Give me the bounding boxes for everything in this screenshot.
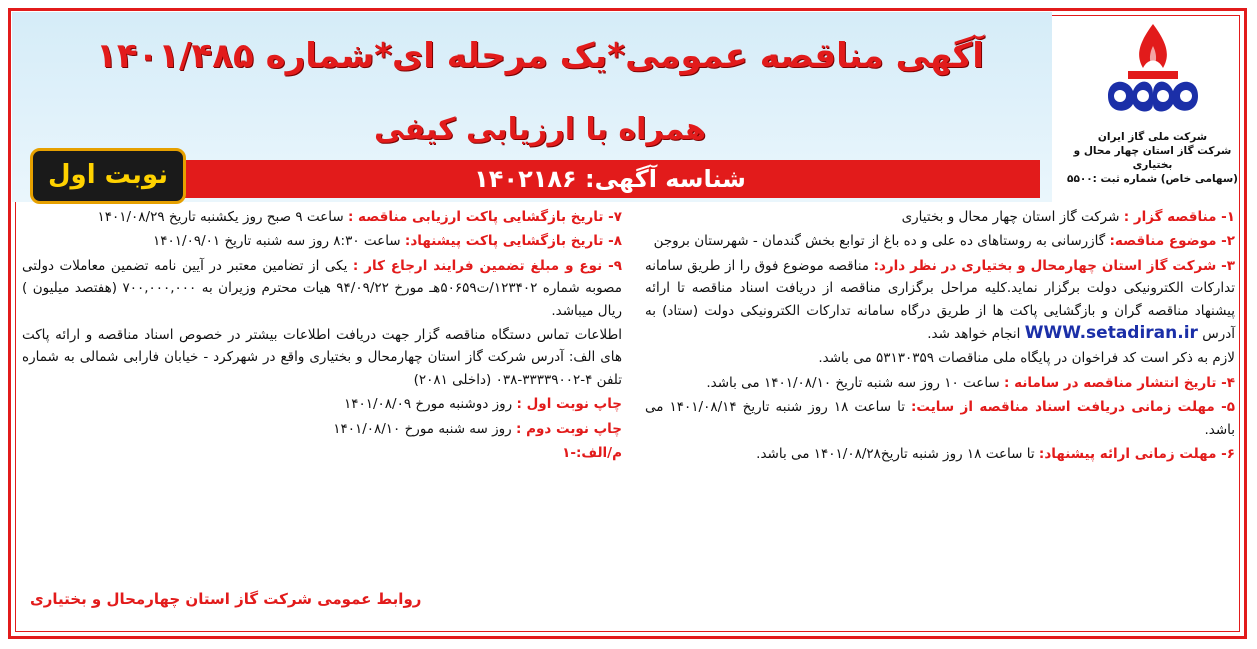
ad-subtitle: همراه با ارزیابی کیفی [373, 112, 707, 147]
item-7-label: ۷- تاریخ بازگشایی پاکت ارزیابی مناقصه : [347, 209, 622, 225]
item-6 [645, 443, 1235, 465]
contact-info: اطلاعات تماس دستگاه مناقصه گزار جهت دریافت اطلاعات بیشتر در خصوص اسناد مناقصه و ارائه پاکت های الف: آدرس شرکت گاز استان چهارمحال و بختیاری واقع در شهرکرد - خیابان فارابی شمالی به شماره تلفن ۴-۳۳۳۳۹۰۰۲-۰۳۸ (داخلی ۲۰۸۱) [22, 327, 622, 388]
item-6-label: ۶- مهلت زمانی ارائه پیشنهاد: [1038, 446, 1235, 463]
item-3 [645, 255, 1235, 346]
item-2-text: گازرسانی به روستاهای ده علی و ده باغ از توابع بخش گندمان - شهرستان بروجن [653, 233, 1106, 250]
item-7-text: ساعت ۹ صبح روز یکشنبه تاریخ ۱۴۰۱/۰۸/۲۹ [97, 209, 344, 225]
item-9 [22, 255, 622, 322]
item-5-label: ۵- مهلت زمانی دریافت اسناد مناقصه از سایت: [911, 399, 1236, 416]
item-3-note: لازم به ذکر است کد فراخوان در پایگاه ملی مناقصات ۵۳۱۳۰۳۵۹ می باشد. [818, 350, 1235, 367]
right-column [645, 206, 1235, 467]
ad-title: آگهی مناقصه عمومی*یک مرحله ای*شماره ۱۴۰۱/۴۸۵ [96, 36, 984, 76]
item-1-text: شرکت گاز استان چهار محال و بختیاری [901, 209, 1120, 225]
item-2-label: ۲- موضوع مناقصه: [1109, 233, 1235, 250]
item-7 [22, 206, 622, 228]
item-1 [645, 206, 1235, 228]
item-8-label: ۸- تاریخ بازگشایی پاکت پیشنهاد: [404, 233, 622, 250]
company-logo-block [1060, 12, 1245, 202]
item-3-tail: انجام خواهد شد. [927, 326, 1021, 343]
public-relations-footer: روابط عمومی شرکت گاز استان چهارمحال و بختیاری [30, 590, 422, 608]
print-first-text: روز دوشنبه مورخ ۱۴۰۱/۰۸/۰۹ [343, 396, 513, 413]
print-second-label: چاپ نوبت دوم : [516, 420, 622, 437]
round-badge: نوبت اول [30, 148, 186, 204]
company-name-line-2: شرکت گاز استان چهار محال و بختیاری [1073, 145, 1232, 171]
print-second-text: روز سه شنبه مورخ ۱۴۰۱/۰۸/۱۰ [333, 420, 512, 437]
item-8-text: ساعت ۸:۳۰ روز سه شنبه تاریخ ۱۴۰۱/۰۹/۰۱ [153, 233, 401, 250]
item-2 [645, 230, 1235, 252]
setadiran-url[interactable]: WWW.setadiran.ir [1024, 323, 1198, 344]
reference-code: م/الف:-۱ [562, 445, 622, 462]
item-8 [22, 230, 622, 252]
print-second [22, 418, 622, 440]
gas-company-logo-icon [1098, 16, 1208, 126]
ad-id-banner: شناسه آگهی: ۱۴۰۲۱۸۶ [180, 160, 1040, 198]
company-name-line-1: شرکت ملی گاز ایران [1097, 131, 1208, 143]
print-first-label: چاپ نوبت اول : [516, 396, 622, 413]
item-5 [645, 396, 1235, 441]
item-4-text: ساعت ۱۰ روز سه شنبه تاریخ ۱۴۰۱/۰۸/۱۰ می باشد. [706, 374, 1000, 391]
item-9-label: ۹- نوع و مبلغ تضمین فرایند ارجاع کار : [352, 257, 622, 274]
item-1-label: ۱- مناقصه گزار : [1123, 209, 1235, 225]
item-3-label: ۳- شرکت گاز استان چهارمحال و بختیاری در نظر دارد: [873, 257, 1235, 274]
print-first [22, 393, 622, 415]
company-registration: (سهامی خاص) شماره ثبت :۵۵۰۰ [1067, 173, 1238, 185]
item-6-text: تا ساعت ۱۸ روز شنبه تاریخ۱۴۰۱/۰۸/۲۸ می باشد. [756, 446, 1035, 463]
item-5-text: تا ساعت ۱۸ روز شنبه تاریخ ۱۴۰۱/۰۸/۱۴ می باشد. [645, 399, 1235, 438]
item-4-label: ۴- تاریخ انتشار مناقصه در سامانه : [1004, 374, 1235, 391]
left-column [22, 206, 622, 466]
item-3-text: مناقصه موضوع فوق را از طریق سامانه تدارکات الکترونیکی دولت برگزار نماید.کلیه مراحل برگزاری مناقصه از دریافت اسناد مناقصه تا ارائه پیشنهاد مناقصه گران و بازگشایی پاکت ها از طریق درگاه سامانه تدارکات الکترونیکی دولت (ستاد) به آدرس [645, 257, 1235, 343]
item-4 [645, 372, 1235, 394]
item-9-text: یکی از تضامین معتبر در آیین نامه تضمین معاملات دولتی مصوبه شماره ۱۲۳۴۰۲/ت۵۰۶۵۹هـ مورخ ۹۴/۰۹/۲۲ هیات محترم وزیران به ۷۰۰,۰۰۰,۰۰۰ (هفتصد میلیون ) ریال میباشد. [22, 257, 622, 319]
